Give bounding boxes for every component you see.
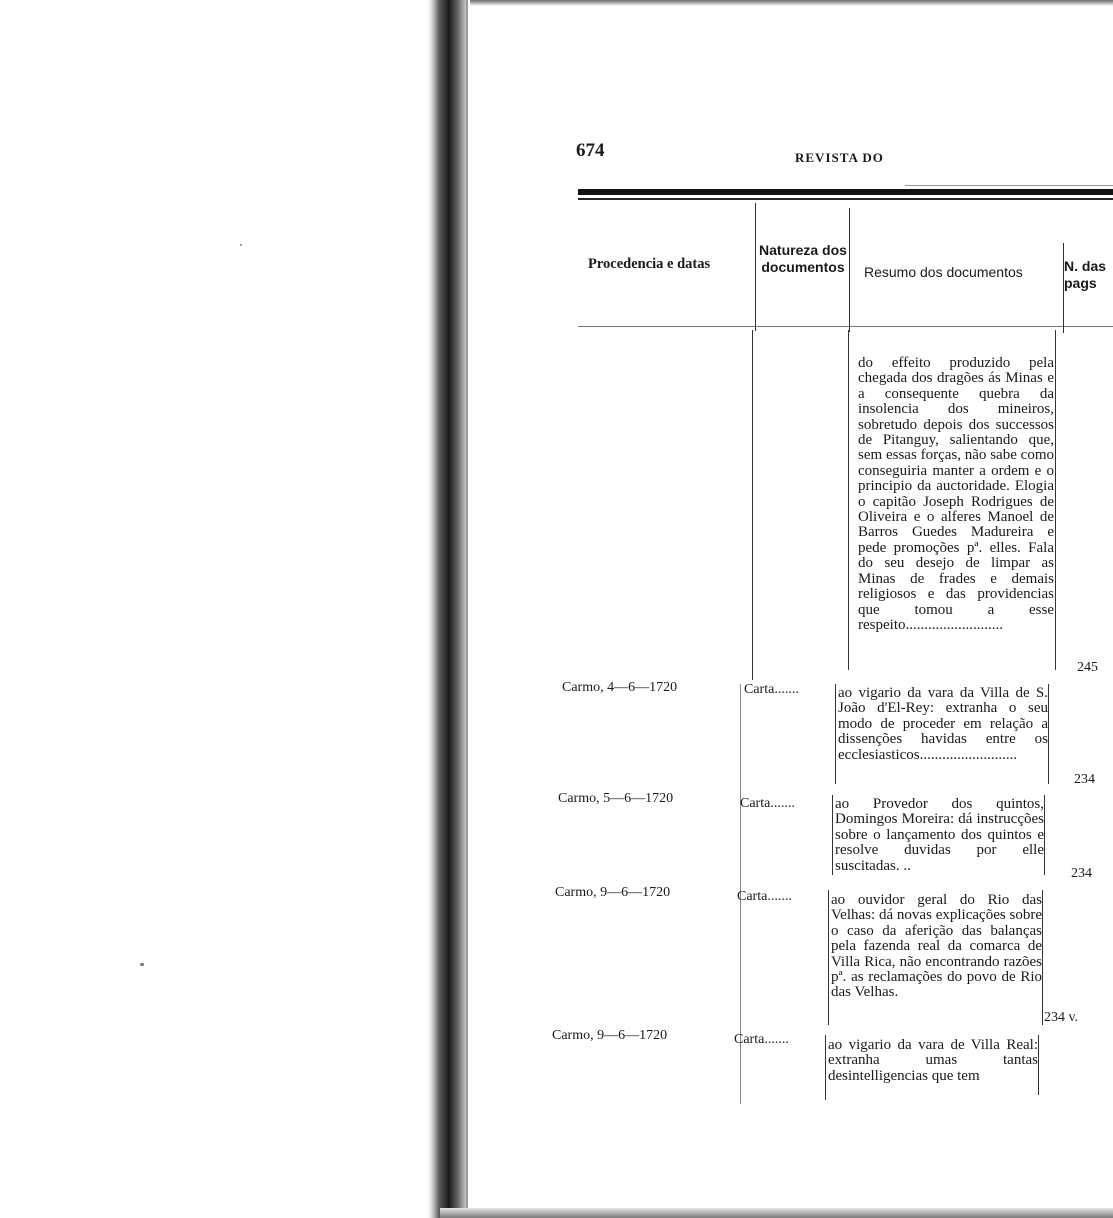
table-row-date: Carmo, 9—6—1720 [552, 1028, 668, 1043]
column-divider [752, 330, 753, 680]
column-header-procedencia: Procedencia e datas [588, 256, 711, 272]
column-header-natureza: Natureza dos documentos [759, 242, 847, 275]
page-edge-line [466, 0, 468, 1218]
table-row-date: Carmo, 9—6—1720 [555, 885, 671, 900]
summary-text: ao Provedor dos quintos, Domingos Moreira: dá instrucções sobre o lançamento dos quintos e resolve duvidas por elle suscitadas. .. [835, 796, 1044, 874]
table-row-nature: Carta....... [744, 682, 799, 697]
header-thin-rule [905, 185, 1113, 186]
table-row-summary [831, 893, 1042, 1001]
table-row-date: Carmo, 4—6—1720 [562, 680, 678, 695]
page-number: 674 [576, 140, 605, 161]
summary-text: ao ouvidor geral do Rio das Velhas: dá novas explicações sobre o caso da aferição das balanças pela fazenda real da comarca de Villa Rica, não encontrando razões pª. as reclamações do povo de Rio das Velhas. [831, 892, 1042, 1001]
table-row-nature: Carta....... [740, 796, 795, 811]
page-bottom-edge [440, 1208, 1113, 1218]
column-divider [755, 203, 756, 331]
column-divider [848, 330, 849, 670]
table-row-pages: 234 v. [1044, 1010, 1079, 1025]
scan-speck [240, 244, 242, 246]
table-row-nature: Carta....... [734, 1032, 789, 1047]
scan-speck [140, 963, 144, 966]
page-top-edge [470, 0, 1113, 6]
column-divider [1063, 243, 1064, 333]
column-divider [1038, 1035, 1039, 1095]
table-row-summary [835, 797, 1044, 874]
table-row-summary [828, 1038, 1038, 1084]
table-row-date: Carmo, 5—6—1720 [558, 791, 674, 806]
header-bottom-rule [578, 326, 1113, 327]
column-divider [1048, 684, 1049, 784]
column-divider [1055, 330, 1056, 670]
header-second-rule [578, 198, 1113, 200]
column-header-resumo: Resumo dos documentos [864, 264, 1023, 280]
table-row-summary [858, 356, 1054, 633]
running-head: REVISTA DO [795, 150, 884, 165]
summary-text: do effeito produzido pela chegada dos dragões ás Minas e a consequente quebra da insolencia dos mineiros, sobretudo depois dos successos de Pitanguy, salientando que, sem essas forças, não sabe como conseguiria manter a ordem e o principio da auctoridade. Elogia o capitão Joseph Rodrigues de Oliveira e o alferes Manoel de Barros Guedes Madureira e pede promoções pª. elles. Fala do seu desejo de limpar as Minas de frades e demais religiosos e das providencias que tomou a esse respeito.......................... [858, 355, 1054, 633]
column-divider [849, 208, 850, 332]
table-row-pages: 245 [1077, 660, 1098, 675]
column-divider [832, 795, 833, 875]
table-row-pages: 234 [1074, 772, 1095, 787]
summary-text: ao vigario da vara de Villa Real: extranha umas tantas desintelligencias que tem [828, 1037, 1038, 1084]
header-thick-rule [578, 189, 1113, 195]
book-spine-shadow [428, 0, 466, 1218]
column-divider [825, 1035, 826, 1100]
column-divider [1044, 795, 1045, 875]
column-divider [835, 684, 836, 784]
table-row-pages: 234 [1071, 866, 1092, 881]
summary-text: ao vigario da vara da Villa de S. João d'El-Rey: extranha o seu modo de proceder em relação a dissenções havidas entre os ecclesiasticos.......................... [838, 685, 1048, 763]
column-divider [828, 890, 829, 1025]
column-divider [1042, 890, 1043, 1025]
table-row-nature: Carta....... [737, 889, 792, 904]
table-row-summary [838, 686, 1048, 763]
column-header-paginas: N. das pags [1064, 258, 1107, 291]
